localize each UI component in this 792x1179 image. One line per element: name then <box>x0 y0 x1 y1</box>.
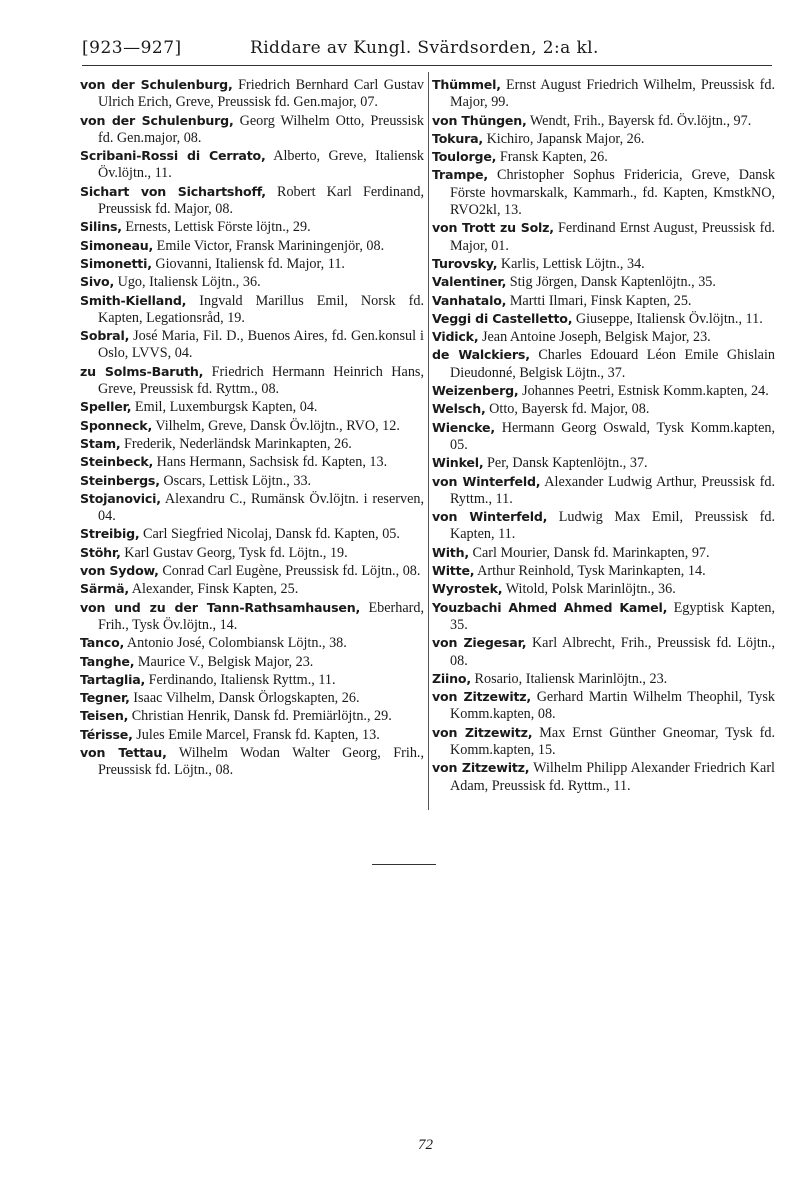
entry-name: Toulorge, <box>432 149 497 165</box>
register-entry <box>80 544 424 562</box>
register-entry <box>432 76 775 112</box>
entry-details: Vilhelm, Greve, Dansk Öv.löjtn., RVO, 12. <box>155 417 400 434</box>
entry-name: Stojanovici, <box>80 490 161 506</box>
entry-details: Conrad Carl Eugène, Preussisk fd. Löjtn., 08. <box>162 563 421 580</box>
entry-details: Johannes Peetri, Estnisk Komm.kapten, 24. <box>522 383 769 400</box>
entry-details: Egyptisk Kapten, 35. <box>450 599 776 633</box>
entry-name: von der Schulenburg, <box>80 77 233 92</box>
entry-name: von Sydow, <box>80 563 159 579</box>
entry-details: Christian Henrik, Dansk fd. Premiärlöjtn., 29. <box>131 708 392 725</box>
entry-details: Witold, Polsk Marinlöjtn., 36. <box>505 581 676 598</box>
page-number: 72 <box>418 1137 433 1153</box>
register-entry <box>80 147 424 183</box>
entry-name: Trampe, <box>432 167 488 183</box>
entry-details: Stig Jörgen, Dansk Kaptenlöjtn., 35. <box>509 274 716 291</box>
register-entry <box>432 419 775 455</box>
entry-name: Wyrostek, <box>432 581 503 597</box>
entry-details: Giovanni, Italiensk fd. Major, 11. <box>155 255 345 272</box>
entry-name: Sponneck, <box>80 417 153 433</box>
entry-name: Tanco, <box>80 635 125 651</box>
entry-details: Isaac Vilhelm, Dansk Örlogskapten, 26. <box>133 690 360 707</box>
entry-details: Wendt, Frih., Bayersk fd. Öv.löjtn., 97. <box>529 112 752 129</box>
entry-name: Stöhr, <box>80 544 121 560</box>
register-entry <box>80 273 424 291</box>
register-entry <box>432 544 775 562</box>
entry-name: Térisse, <box>80 726 133 742</box>
entry-details: Jean Antoine Joseph, Belgisk Major, 23. <box>481 329 711 346</box>
entry-name: von Thüngen, <box>432 112 527 128</box>
register-entry <box>432 112 775 130</box>
entry-name: Speller, <box>80 399 132 415</box>
entry-name: Ziino, <box>432 670 471 686</box>
entry-details: Rosario, Italiensk Marinlöjtn., 23. <box>474 670 668 687</box>
entry-details: Wilhelm Wodan Walter Georg, Frih., Preussisk fd. Löjtn., 08. <box>98 744 425 779</box>
entry-name: Särmä, <box>80 581 129 597</box>
entry-name: Tokura, <box>432 130 484 146</box>
register-entry <box>432 148 775 166</box>
entry-name: Vidick, <box>432 329 479 345</box>
right-column <box>432 76 775 795</box>
entry-name: Veggi di Castelletto, <box>432 310 573 326</box>
entry-name: von Zitzewitz, <box>432 760 530 776</box>
entry-name: Teisen, <box>80 708 129 724</box>
entry-name: Youzbachi Ahmed Ahmed Kamel, <box>432 599 668 615</box>
register-entry <box>432 562 775 580</box>
register-entry <box>80 634 424 652</box>
register-entry <box>432 273 775 291</box>
register-entry <box>80 183 424 219</box>
entry-details: Ernests, Lettisk Förste löjtn., 29. <box>125 219 311 236</box>
entry-details: Jules Emile Marcel, Fransk fd. Kapten, 13. <box>136 726 380 743</box>
entry-details: Fransk Kapten, 26. <box>499 149 608 166</box>
entry-name: Tegner, <box>80 690 130 706</box>
register-entry <box>432 759 775 795</box>
register-entry <box>432 219 775 255</box>
entry-details: Max Ernst Günther Gneomar, Tysk fd. Komm.kapten, 15. <box>450 724 775 758</box>
register-entry <box>432 454 775 472</box>
entry-name: Scribani-Rossi di Cerrato, <box>80 148 266 164</box>
register-entry <box>80 671 424 689</box>
entry-name: Welsch, <box>432 401 486 417</box>
register-entry <box>432 166 775 219</box>
entry-name: Simoneau, <box>80 237 154 253</box>
entry-name: Witte, <box>432 563 475 579</box>
entry-details: Alexander Ludwig Arthur, Preussisk fd. Ryttm., 11. <box>450 473 776 507</box>
register-entry <box>80 580 424 598</box>
entry-name: de Walckiers, <box>432 347 530 363</box>
register-entry <box>432 599 775 635</box>
register-entry <box>80 599 424 635</box>
register-entry <box>432 328 775 346</box>
register-entry <box>80 562 424 580</box>
entry-details: Ugo, Italiensk Löjtn., 36. <box>117 274 261 291</box>
entry-details: Oscars, Lettisk Löjtn., 33. <box>163 472 312 489</box>
register-entry <box>80 218 424 236</box>
entry-details: Carl Siegfried Nicolaj, Dansk fd. Kapten, 05. <box>143 526 400 543</box>
entry-details: Ingvald Marillus Emil, Norsk fd. Kapten, Legationsråd, 19. <box>98 292 424 326</box>
entry-details: Wilhelm Philipp Alexander Friedrich Karl Adam, Preussisk fd. Ryttm., 11. <box>450 760 775 794</box>
entry-details: Antonio José, Colombiansk Löjtn., 38. <box>126 635 347 652</box>
register-entry <box>80 255 424 273</box>
entry-details: Hans Hermann, Sachsisk fd. Kapten, 13. <box>156 454 388 471</box>
entry-details: Giuseppe, Italiensk Öv.löjtn., 11. <box>575 310 763 327</box>
register-entry <box>80 237 424 255</box>
register-entry <box>80 398 424 416</box>
entry-name: With, <box>432 544 469 560</box>
register-entry <box>80 453 424 471</box>
register-entry <box>432 400 775 418</box>
register-entry <box>80 435 424 453</box>
page-range: [923—927] <box>82 38 182 58</box>
register-entry <box>80 292 424 328</box>
register-entry <box>432 580 775 598</box>
entry-details: Emile Victor, Fransk Mariningenjör, 08. <box>156 237 385 254</box>
entry-details: Alexandru C., Rumänsk Öv.löjtn. i reserven, 04. <box>98 490 425 525</box>
entry-name: Turovsky, <box>432 255 498 271</box>
register-entry <box>80 112 424 148</box>
entry-details: Frederik, Nederländsk Marinkapten, 26. <box>124 435 352 452</box>
entry-details: Friedrich Hermann Heinrich Hans, Greve, Preussisk fd. Ryttm., 08. <box>98 363 424 398</box>
entry-details: Georg Wilhelm Otto, Preussisk fd. Gen.major, 08. <box>98 112 425 146</box>
entry-details: Ludwig Max Emil, Preussisk fd. Kapten, 11. <box>450 509 775 543</box>
header-rule <box>82 65 772 66</box>
entry-name: Simonetti, <box>80 255 152 271</box>
register-entry <box>80 472 424 490</box>
register-entry <box>80 417 424 435</box>
entry-details: Ferdinand Ernst August, Preussisk fd. Major, 01. <box>450 220 775 254</box>
entry-details: Karlis, Lettisk Löjtn., 34. <box>500 255 645 272</box>
entry-name: Silins, <box>80 219 122 235</box>
register-entry <box>432 508 775 544</box>
entry-name: Stam, <box>80 435 121 451</box>
entry-name: Sobral, <box>80 328 130 344</box>
entry-name: von und zu der Tann-Rathsamhausen, <box>80 599 361 615</box>
entry-name: von der Schulenburg, <box>80 112 234 128</box>
entry-name: von Tettau, <box>80 744 167 760</box>
entry-name: von Trott zu Solz, <box>432 220 554 236</box>
entry-details: Alexander, Finsk Kapten, 25. <box>131 581 299 598</box>
end-rule <box>372 864 436 865</box>
entry-name: von Winterfeld, <box>432 473 541 489</box>
entry-name: von Winterfeld, <box>432 509 548 525</box>
register-entry <box>80 726 424 744</box>
entry-name: Tartaglia, <box>80 671 146 687</box>
entry-details: Eberhard, Frih., Tysk Öv.löjtn., 14. <box>98 599 424 633</box>
entry-details: Hermann Georg Oswald, Tysk Komm.kapten, 05. <box>450 419 776 453</box>
entry-name: zu Solms-Baruth, <box>80 363 204 379</box>
entry-details: Arthur Reinhold, Tysk Marinkapten, 14. <box>477 563 706 580</box>
entry-name: Vanhatalo, <box>432 292 507 308</box>
entry-name: Wiencke, <box>432 419 495 435</box>
entry-details: Martti Ilmari, Finsk Kapten, 25. <box>509 292 692 309</box>
register-entry <box>432 255 775 273</box>
register-entry <box>80 490 424 526</box>
register-entry <box>80 707 424 725</box>
register-entry <box>432 688 775 724</box>
register-entry <box>432 292 775 310</box>
register-entry <box>80 744 424 780</box>
entry-details: Emil, Luxemburgsk Kapten, 04. <box>134 399 318 416</box>
entry-details: Christopher Sophus Fridericia, Greve, Dansk Förste hovmarskalk, Kammarh., fd. Kapten, KmstkNO, RVO2kl, 13. <box>450 167 775 219</box>
register-entry <box>432 670 775 688</box>
entry-name: von Zitzewitz, <box>432 689 531 705</box>
entry-name: Thümmel, <box>432 77 501 92</box>
register-entry <box>432 634 775 670</box>
entry-name: Steinbeck, <box>80 454 154 470</box>
entry-details: Carl Mourier, Dansk fd. Marinkapten, 97. <box>472 544 710 561</box>
entry-details: Otto, Bayersk fd. Major, 08. <box>489 401 650 418</box>
register-entry <box>80 525 424 543</box>
entry-name: Sivo, <box>80 274 115 290</box>
entry-details: Ernst August Friedrich Wilhelm, Preussisk fd. Major, 99. <box>450 77 776 111</box>
entry-name: Smith-Kielland, <box>80 292 187 308</box>
column-divider <box>428 72 429 810</box>
entry-name: Weizenberg, <box>432 383 519 399</box>
page-title: Riddare av Kungl. Svärdsorden, 2:a kl. <box>250 38 599 58</box>
entry-details: Ferdinando, Italiensk Ryttm., 11. <box>148 671 336 688</box>
register-entry <box>432 473 775 509</box>
entry-details: Karl Gustav Georg, Tysk fd. Löjtn., 19. <box>124 544 348 561</box>
entry-details: Per, Dansk Kaptenlöjtn., 37. <box>487 455 648 472</box>
entry-name: Steinbergs, <box>80 472 160 488</box>
entry-details: Charles Edouard Léon Emile Ghislain Dieudonné, Belgisk Löjtn., 37. <box>450 347 775 381</box>
entry-name: von Ziegesar, <box>432 635 527 651</box>
register-entry <box>80 689 424 707</box>
entry-name: Tanghe, <box>80 653 135 669</box>
entry-details: Alberto, Greve, Italiensk Öv.löjtn., 11. <box>98 148 424 182</box>
entry-details: Karl Albrecht, Frih., Preussisk fd. Löjtn., 08. <box>450 635 776 669</box>
register-entry <box>432 382 775 400</box>
entry-details: Maurice V., Belgisk Major, 23. <box>137 653 314 670</box>
entry-name: Streibig, <box>80 526 140 542</box>
register-entry <box>432 310 775 328</box>
entry-details: Gerhard Martin Wilhelm Theophil, Tysk Komm.kapten, 08. <box>450 689 776 723</box>
entry-details: José Maria, Fil. D., Buenos Aires, fd. Gen.konsul i Oslo, LVVS, 04. <box>98 328 425 362</box>
register-entry <box>432 346 775 382</box>
entry-details: Friedrich Bernhard Carl Gustav Ulrich Erich, Greve, Preussisk fd. Gen.major, 07. <box>98 77 424 111</box>
register-entry <box>80 76 424 112</box>
entry-details: Robert Karl Ferdinand, Preussisk fd. Major, 08. <box>98 183 425 218</box>
entry-name: von Zitzewitz, <box>432 724 533 740</box>
entry-name: Valentiner, <box>432 274 507 290</box>
left-column <box>80 76 424 780</box>
register-entry <box>80 327 424 363</box>
entry-details: Kichiro, Japansk Major, 26. <box>486 130 645 147</box>
register-entry <box>80 653 424 671</box>
entry-name: Sichart von Sichartshoff, <box>80 183 266 199</box>
entry-name: Winkel, <box>432 455 484 471</box>
register-entry <box>432 130 775 148</box>
register-entry <box>432 724 775 760</box>
register-entry <box>80 363 424 399</box>
